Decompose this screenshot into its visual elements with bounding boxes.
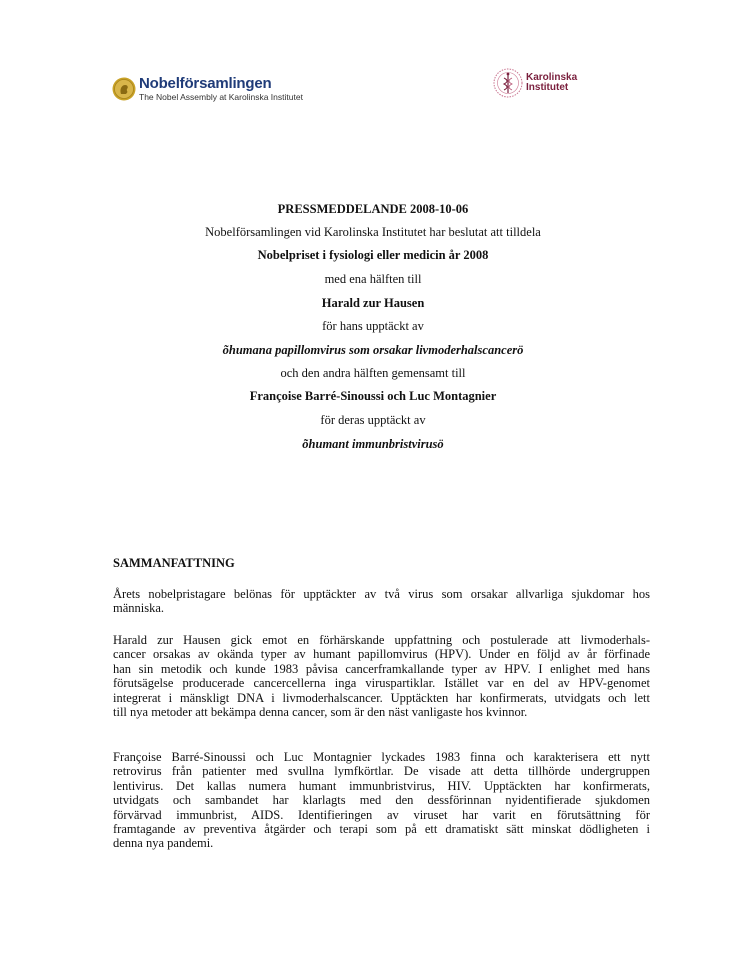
karolinska-seal-icon [492, 66, 524, 100]
discovery-1: õhumana papillomvirus som orsakar livmoderhalscancerö [222, 343, 524, 357]
paragraph-line: lentivirus. Det kallas numera humant immunbristvirus, HIV. Upptäckten har konfirmerats, [113, 778, 650, 793]
karolinska-line2: Institutet [526, 82, 569, 93]
paragraph-line: retrovirus från patienter med svullna lymfkörtlar. De visade att detta tillhörde undergruppen [113, 764, 650, 779]
laureate-2: Françoise Barré-Sinoussi och Luc Montagnier [249, 389, 497, 403]
paragraph-line: han sin metodik och kunde 1983 påvisa cancerframkallande typer av HPV. I enlighet med hans [113, 661, 650, 676]
nobel-assembly-logo [112, 76, 332, 106]
nobel-assembly-subtitle: The Nobel Assembly at Karolinska Institutet [139, 92, 303, 102]
paragraph-line: till nya metoder att bekämpa denna cancer, som är den näst vanligaste hos kvinnor. [113, 705, 528, 720]
paragraph-line: Françoise Barré-Sinoussi och Luc Montagnier lyckades 1983 finna och karakterisera ett nytt [113, 750, 650, 764]
laureate-1: Harald zur Hausen [321, 296, 425, 310]
paragraph-line: Årets nobelpristagare belönas för upptäckter av två virus som orsakar allvarliga sjukdomar hos [113, 587, 650, 601]
paragraph-line: integrerat i mänskligt DNA i livmoderhalscancer. Upptäckten har konfirmerats, utvidgats och lett [113, 690, 650, 705]
paragraph-line: cancer orsakas av okända typer av humant papillomvirus (HPV). Under en följd av år förfinade [113, 647, 650, 662]
summary-paragraph-2 [113, 633, 650, 719]
discovery-intro-1: för hans upptäckt av [322, 319, 424, 333]
half-line-2: och den andra hälften gemensamt till [280, 366, 466, 380]
nobel-medal-icon [112, 77, 136, 101]
nobel-assembly-name: Nobelförsamlingen [139, 75, 272, 92]
paragraph-line: människa. [113, 601, 165, 616]
paragraph-line: förvärvad immunbrist, AIDS. Identifieringen av viruset har varit en förutsättning för [113, 807, 650, 822]
paragraph-line: utvidgats och sambandet har klarlagts med den dessförinnan nyidentifierade sjukdomen [113, 793, 650, 808]
paragraph-line: Harald zur Hausen gick emot en förhärskande uppfattning och postulerade att livmoderhals- [113, 633, 650, 647]
decision-line: Nobelförsamlingen vid Karolinska Institutet har beslutat att tilldela [205, 225, 541, 239]
press-release-title: PRESSMEDDELANDE 2008-10-06 [277, 202, 469, 216]
paragraph-line: förutsägelse producerade cancercellerna inga viruspartiklar. Istället var en del av HPV-genomet [113, 676, 650, 691]
karolinska-name [526, 73, 577, 93]
discovery-intro-2: för deras upptäckt av [320, 413, 426, 427]
summary-paragraph-1 [113, 587, 650, 616]
summary-heading: SAMMANFATTNING [113, 556, 235, 570]
discovery-2: õhumant immunbristvirusö [302, 437, 444, 451]
paragraph-line: denna nya pandemi. [113, 836, 214, 851]
karolinska-logo [492, 66, 592, 102]
half-line-1: med ena hälften till [324, 272, 422, 286]
paragraph-line: framtagande av preventiva åtgärder och terapi som på ett dramatiskt sätt minskat dödligheten i [113, 822, 650, 837]
karolinska-line1: Karolinska [526, 72, 578, 83]
summary-paragraph-3 [113, 750, 650, 851]
prize-name: Nobelpriset i fysiologi eller medicin år 2008 [257, 248, 489, 262]
